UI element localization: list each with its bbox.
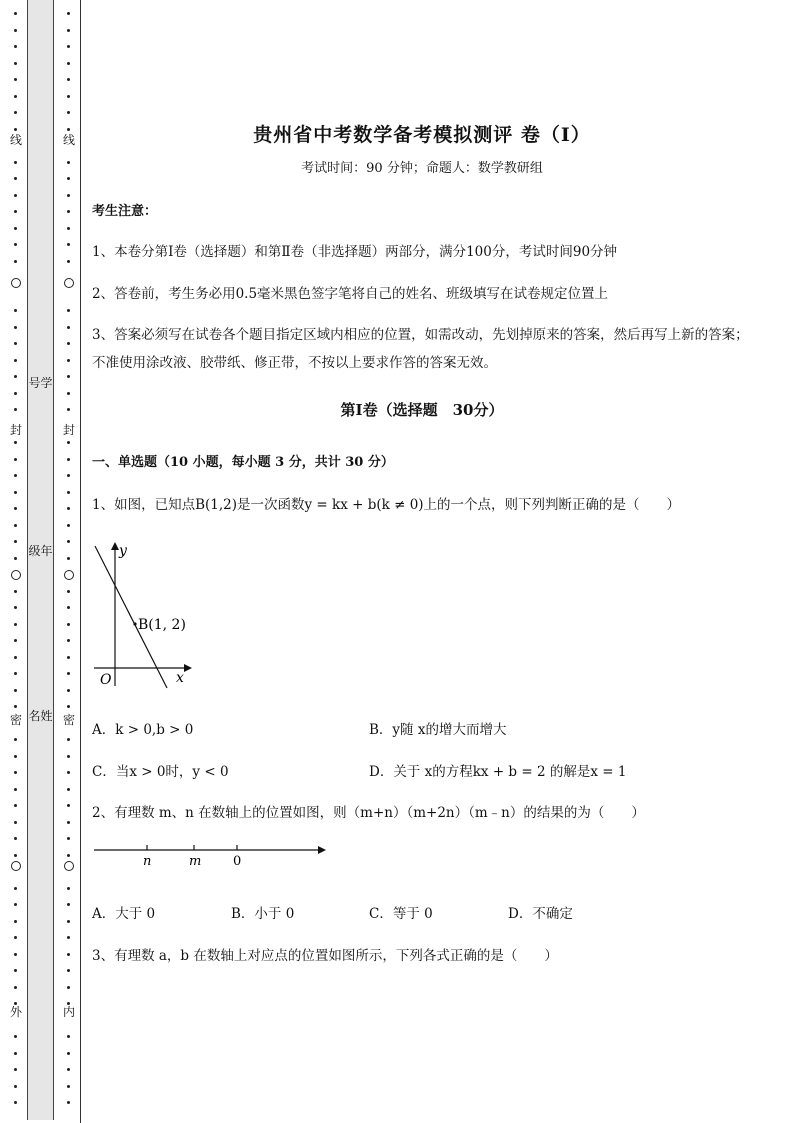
binding-dot bbox=[14, 903, 17, 906]
label-zero: 0 bbox=[233, 854, 242, 869]
exam-title: 贵州省中考数学备考模拟测评 卷（Ⅰ） bbox=[253, 124, 591, 146]
binding-dot bbox=[14, 227, 17, 230]
binding-char-mark: 封 bbox=[9, 423, 22, 437]
binding-dot bbox=[67, 62, 70, 65]
binding-dot bbox=[67, 705, 70, 708]
binding-dot bbox=[67, 260, 70, 263]
binding-dot bbox=[67, 656, 70, 659]
origin-label: O bbox=[100, 672, 112, 688]
label-student-number: 号学 bbox=[28, 376, 53, 390]
binding-dot bbox=[14, 1085, 17, 1088]
binding-dot bbox=[67, 738, 70, 741]
binding-dot bbox=[14, 161, 17, 164]
x-axis-label: x bbox=[176, 670, 184, 686]
binding-dot bbox=[14, 1101, 17, 1104]
label-name: 名姓 bbox=[28, 709, 53, 723]
binding-char-mark: 封 bbox=[62, 423, 75, 437]
binding-circle-mark bbox=[64, 278, 74, 288]
binding-dot bbox=[14, 1068, 17, 1071]
binding-dot bbox=[67, 986, 70, 989]
binding-dot bbox=[67, 1068, 70, 1071]
point-b-label: B(1, 2) bbox=[138, 617, 186, 633]
binding-dot bbox=[67, 524, 70, 527]
binding-dot bbox=[14, 45, 17, 48]
binding-dot bbox=[14, 672, 17, 675]
binding-dot bbox=[14, 177, 17, 180]
section-title: 第Ⅰ卷（选择题 30分） bbox=[340, 401, 504, 419]
binding-dot bbox=[67, 788, 70, 791]
binding-dot bbox=[67, 920, 70, 923]
binding-dot bbox=[14, 590, 17, 593]
binding-circle-mark bbox=[11, 570, 21, 580]
binding-dot bbox=[14, 95, 17, 98]
binding-dot bbox=[67, 128, 70, 131]
question-1-graph bbox=[92, 538, 192, 693]
binding-dot bbox=[14, 639, 17, 642]
question-1-option-c: C．当x > 0时，y < 0 bbox=[92, 764, 229, 780]
binding-dot bbox=[67, 1101, 70, 1104]
binding-dot bbox=[14, 491, 17, 494]
binding-dot bbox=[14, 788, 17, 791]
question-2-option-a: A．大于 0 bbox=[92, 906, 156, 922]
binding-dot bbox=[14, 821, 17, 824]
binding-dot bbox=[67, 474, 70, 477]
binding-char-mark: 线 bbox=[9, 133, 22, 147]
binding-dot bbox=[67, 441, 70, 444]
binding-dot bbox=[14, 12, 17, 15]
binding-dot bbox=[14, 540, 17, 543]
part-heading: 一、单选题（10 小题，每小题 3 分，共计 30 分） bbox=[92, 455, 394, 470]
binding-dot bbox=[14, 606, 17, 609]
point-b bbox=[133, 622, 136, 625]
binding-dot bbox=[67, 342, 70, 345]
binding-dot bbox=[67, 227, 70, 230]
question-2-option-b: B．小于 0 bbox=[231, 906, 295, 922]
binding-dot bbox=[14, 689, 17, 692]
binding-dot bbox=[67, 359, 70, 362]
binding-dot bbox=[67, 45, 70, 48]
binding-dot bbox=[67, 177, 70, 180]
binding-dot bbox=[14, 458, 17, 461]
binding-dot bbox=[67, 821, 70, 824]
y-axis-label: y bbox=[119, 543, 127, 559]
binding-dot bbox=[67, 111, 70, 114]
binding-dot bbox=[67, 557, 70, 560]
label-grade: 级年 bbox=[28, 544, 53, 558]
binding-dot bbox=[67, 210, 70, 213]
question-1-option-a: A．k > 0,b > 0 bbox=[92, 722, 194, 738]
binding-char-mark: 密 bbox=[9, 713, 22, 727]
binding-dot bbox=[67, 887, 70, 890]
binding-dot bbox=[14, 194, 17, 197]
question-2-option-d: D．不确定 bbox=[508, 906, 573, 922]
binding-dot bbox=[67, 408, 70, 411]
binding-dot bbox=[67, 392, 70, 395]
binding-char-mark: 密 bbox=[62, 713, 75, 727]
binding-dot bbox=[14, 260, 17, 263]
binding-dot bbox=[14, 408, 17, 411]
binding-dot bbox=[67, 606, 70, 609]
question-2-number-line bbox=[92, 838, 332, 872]
question-1-option-b: B．y随 x的增大而增大 bbox=[369, 722, 507, 738]
binding-dot bbox=[67, 540, 70, 543]
question-1-option-d: D．关于 x的方程kx + b = 2 的解是x = 1 bbox=[369, 764, 627, 780]
binding-dot bbox=[67, 623, 70, 626]
binding-dot bbox=[14, 887, 17, 890]
binding-dot bbox=[14, 29, 17, 32]
binding-circle-mark bbox=[11, 861, 21, 871]
binding-dot bbox=[67, 672, 70, 675]
binding-dot bbox=[67, 590, 70, 593]
notice-item-1: 1、本卷分第Ⅰ卷（选择题）和第Ⅱ卷（非选择题）两部分，满分100分，考试时间90分钟 bbox=[92, 244, 618, 260]
student-info-band bbox=[27, 0, 54, 1120]
binding-dot bbox=[67, 1035, 70, 1038]
binding-dot bbox=[14, 557, 17, 560]
binding-char-mark: 内 bbox=[62, 1005, 75, 1019]
binding-dot bbox=[67, 639, 70, 642]
binding-dot bbox=[14, 623, 17, 626]
question-1-text: 1、如图，已知点B(1,2)是一次函数y = kx + b(k ≠ 0)上的一个点，则下列判断正确的是（ ） bbox=[92, 497, 681, 513]
binding-dot bbox=[14, 1035, 17, 1038]
binding-dot bbox=[14, 524, 17, 527]
binding-dot bbox=[67, 507, 70, 510]
binding-dot bbox=[14, 771, 17, 774]
binding-dot bbox=[67, 243, 70, 246]
binding-dot bbox=[67, 326, 70, 329]
question-3-text: 3、有理数 a，b 在数轴上对应点的位置如图所示，下列各式正确的是（ ） bbox=[92, 948, 558, 964]
binding-dot bbox=[67, 161, 70, 164]
binding-dot bbox=[14, 392, 17, 395]
binding-dot bbox=[67, 458, 70, 461]
binding-dot bbox=[14, 243, 17, 246]
binding-dot bbox=[14, 837, 17, 840]
binding-dot bbox=[67, 804, 70, 807]
number-line-arrow bbox=[318, 846, 326, 854]
binding-dot bbox=[14, 738, 17, 741]
binding-dot bbox=[67, 689, 70, 692]
binding-dot bbox=[67, 969, 70, 972]
binding-dot bbox=[14, 854, 17, 857]
binding-dot bbox=[14, 920, 17, 923]
binding-dot bbox=[14, 936, 17, 939]
binding-dot bbox=[67, 837, 70, 840]
binding-dot bbox=[67, 95, 70, 98]
binding-dot bbox=[67, 903, 70, 906]
binding-dot bbox=[67, 1052, 70, 1055]
binding-dot bbox=[14, 78, 17, 81]
binding-dot bbox=[14, 986, 17, 989]
binding-dot bbox=[14, 309, 17, 312]
notice-item-3: 3、答案必须写在试卷各个题目指定区域内相应的位置，如需改动，先划掉原来的答案，然后再写上新的答案；不准使用涂改液、胶带纸、修正带，不按以上要求作答的答案无效。 bbox=[92, 327, 749, 371]
label-m: m bbox=[189, 854, 202, 869]
binding-dot bbox=[14, 441, 17, 444]
binding-dot bbox=[14, 342, 17, 345]
outer-dot-column bbox=[9, 0, 23, 1123]
binding-dot bbox=[67, 936, 70, 939]
question-2-option-c: C．等于 0 bbox=[369, 906, 433, 922]
binding-dot bbox=[14, 507, 17, 510]
binding-dot bbox=[14, 969, 17, 972]
binding-dot bbox=[14, 705, 17, 708]
binding-circle-mark bbox=[64, 570, 74, 580]
binding-dot bbox=[67, 194, 70, 197]
label-n: n bbox=[143, 854, 152, 869]
binding-dot bbox=[14, 359, 17, 362]
binding-char-mark: 线 bbox=[62, 133, 75, 147]
binding-dot bbox=[67, 309, 70, 312]
binding-dot bbox=[14, 1052, 17, 1055]
binding-dot bbox=[67, 854, 70, 857]
notice-heading: 考生注意： bbox=[92, 204, 158, 219]
binding-dot bbox=[67, 953, 70, 956]
binding-dot bbox=[14, 804, 17, 807]
binding-dot bbox=[14, 755, 17, 758]
binding-dot bbox=[67, 375, 70, 378]
binding-dot bbox=[67, 771, 70, 774]
inner-dot-column bbox=[62, 0, 76, 1123]
binding-dot bbox=[67, 78, 70, 81]
y-axis-arrow bbox=[111, 542, 119, 550]
binding-dot bbox=[14, 375, 17, 378]
binding-dot bbox=[67, 12, 70, 15]
binding-dot bbox=[14, 210, 17, 213]
binding-circle-mark bbox=[11, 278, 21, 288]
binding-dot bbox=[14, 656, 17, 659]
binding-dot bbox=[14, 111, 17, 114]
binding-dot bbox=[67, 1085, 70, 1088]
binding-circle-mark bbox=[64, 861, 74, 871]
binding-dot bbox=[14, 474, 17, 477]
question-2-text: 2、有理数 m、n 在数轴上的位置如图，则（m+n）（m+2n）（m﹣n）的结果的为（ ） bbox=[92, 805, 645, 821]
binding-dot bbox=[14, 128, 17, 131]
binding-margin bbox=[0, 0, 82, 1123]
exam-subtitle: 考试时间：90 分钟；命题人：数学教研组 bbox=[301, 161, 543, 176]
binding-dot bbox=[67, 29, 70, 32]
x-axis-arrow bbox=[184, 664, 192, 672]
notice-item-2: 2、答卷前，考生务必用0.5毫米黑色签字笔将自己的姓名、班级填写在试卷规定位置上 bbox=[92, 286, 609, 302]
binding-dot bbox=[14, 326, 17, 329]
binding-dot bbox=[14, 953, 17, 956]
binding-char-mark: 外 bbox=[9, 1005, 22, 1019]
binding-line bbox=[80, 0, 81, 1123]
binding-dot bbox=[67, 491, 70, 494]
binding-dot bbox=[67, 755, 70, 758]
binding-dot bbox=[14, 62, 17, 65]
